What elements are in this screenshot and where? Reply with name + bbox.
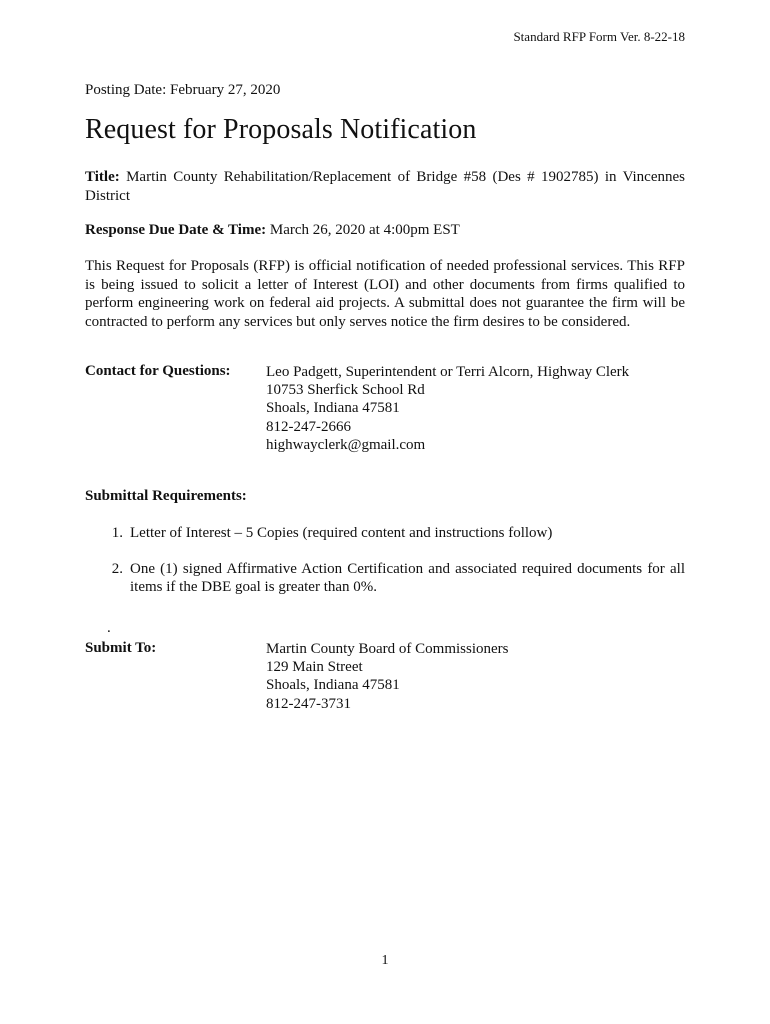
submit-to-label: Submit To: [85, 640, 157, 656]
contact-line-names: Leo Padgett, Superintendent or Terri Alcorn, Highway Clerk [266, 364, 630, 380]
response-due-value: March 26, 2020 at 4:00pm EST [266, 222, 460, 238]
rfp-title-label: Title: [85, 169, 120, 185]
list-item [85, 524, 685, 543]
list-item-text: One (1) signed Affirmative Action Certification and associated required documents for all items if the DBE goal is greater than 0%. [130, 560, 685, 595]
rfp-description-paragraph: This Request for Proposals (RFP) is official notification of needed professional services. This RFP is being issued to solicit a letter of Interest (LOI) and other documents from firms qualified to perform engineering work on federal aid projects. A submittal does not guarantee the firm will be contracted to perform any services but only serves notice the firm desires to be considered. [85, 258, 685, 330]
list-item-number: 2. [111, 560, 123, 577]
rfp-title-line [85, 168, 685, 205]
list-item-text: Letter of Interest – 5 Copies (required content and instructions follow) [130, 525, 553, 541]
submit-to-address-block [266, 640, 509, 713]
rfp-title-value: Martin County Rehabilitation/Replacement of Bridge #58 (Des # 1902785) in Vincennes District [85, 169, 685, 204]
list-item [85, 560, 685, 597]
page-number: 1 [381, 953, 389, 968]
form-version-header: Standard RFP Form Ver. 8-22-18 [513, 29, 685, 44]
contact-line-city: Shoals, Indiana 47581 [266, 400, 400, 417]
submittal-requirements-list [85, 524, 685, 614]
document-title: Request for Proposals Notification [85, 114, 477, 145]
submittal-requirements-label: Submittal Requirements: [85, 488, 247, 504]
list-item-number: 1. [111, 525, 123, 541]
contact-info-block [266, 363, 629, 454]
response-due-line [85, 221, 685, 240]
posting-date: Posting Date: February 27, 2020 [85, 82, 281, 98]
submit-to-line-street: 129 Main Street [266, 659, 363, 676]
contact-label: Contact for Questions: [85, 363, 231, 379]
submit-to-line-org: Martin County Board of Commissioners [266, 641, 509, 657]
contact-line-street: 10753 Sherfick School Rd [266, 382, 425, 399]
submit-to-line-phone: 812-247-3731 [266, 695, 351, 712]
contact-line-phone: 812-247-2666 [266, 418, 351, 435]
contact-line-email: highwayclerk@gmail.com [266, 436, 426, 453]
response-due-label: Response Due Date & Time: [85, 222, 267, 238]
stray-period: . [107, 620, 111, 636]
submit-to-line-city: Shoals, Indiana 47581 [266, 677, 400, 694]
